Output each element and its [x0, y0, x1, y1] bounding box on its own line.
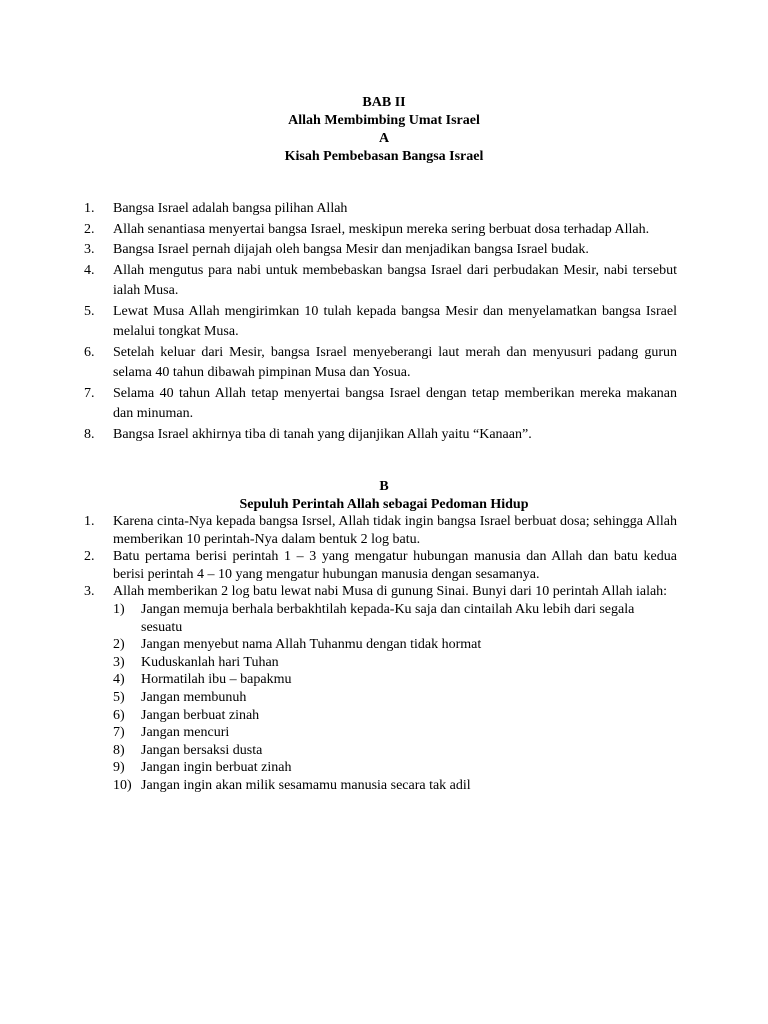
list-item	[84, 199, 677, 220]
commandment-number: 3)	[113, 654, 125, 670]
commandment-item	[113, 636, 677, 654]
list-item-number: 3.	[84, 242, 95, 257]
commandment-text: Jangan ingin akan milik sesamamu manusia secara tak adil	[141, 777, 471, 793]
commandment-number: 4)	[113, 672, 125, 688]
commandment-item	[113, 777, 677, 795]
commandment-text: Jangan memuja berhala berbakhtilah kepada-Ku saja dan cintailah Aku lebih dari segala sesuatu	[141, 601, 635, 635]
list-item	[84, 240, 677, 261]
commandment-text: Jangan bersaksi dusta	[141, 742, 263, 758]
commandment-item	[113, 742, 677, 760]
commandment-number: 5)	[113, 689, 125, 705]
list-item-text: Bangsa Israel akhirnya tiba di tanah yang dijanjikan Allah yaitu “Kanaan”.	[113, 426, 532, 442]
commandment-text: Jangan ingin berbuat zinah	[141, 760, 292, 776]
chapter-title: Allah Membimbing Umat Israel	[288, 113, 480, 128]
list-item-number: 1.	[84, 201, 95, 216]
section-b-list	[84, 513, 677, 795]
list-item-number: 6.	[84, 344, 95, 360]
chapter-heading: BAB II	[362, 95, 406, 110]
commandment-number: 1)	[113, 601, 125, 617]
section-a-title: Kisah Pembebasan Bangsa Israel	[284, 149, 484, 164]
commandment-number: 8)	[113, 742, 125, 758]
list-item	[84, 384, 677, 425]
section-a-list	[84, 199, 677, 445]
list-item-text: Batu pertama berisi perintah 1 – 3 yang mengatur hubungan manusia dan Allah dan batu kedua berisi perintah 4 – 10 yang mengatur hubungan manusia dengan sesamanya.	[113, 549, 677, 582]
commandment-item	[113, 671, 677, 689]
commandment-item	[113, 724, 677, 742]
list-item-number: 7.	[84, 385, 95, 401]
list-item-number: 8.	[84, 426, 95, 442]
commandment-item	[113, 759, 677, 777]
list-item-number: 2.	[84, 549, 95, 565]
section-b-letter: B	[379, 479, 389, 494]
list-item-text: Allah senantiasa menyertai bangsa Israel, meskipun mereka sering berbuat dosa terhadap Allah.	[113, 221, 650, 237]
list-item	[84, 220, 677, 241]
list-item	[84, 548, 677, 583]
list-item	[84, 513, 677, 548]
list-item-text: Selama 40 tahun Allah tetap menyertai bangsa Israel dengan tetap memberikan mereka makanan dan minuman.	[113, 385, 677, 421]
list-item-text: Allah mengutus para nabi untuk membebaskan bangsa Israel dari perbudakan Mesir, nabi tersebut ialah Musa.	[113, 262, 677, 298]
list-item	[84, 261, 677, 302]
list-item-number: 1.	[84, 514, 95, 529]
list-item	[84, 302, 677, 343]
commandment-item	[113, 707, 677, 725]
commandment-item	[113, 601, 677, 636]
commandment-item	[113, 689, 677, 707]
commandment-number: 7)	[113, 725, 125, 741]
commandment-number: 6)	[113, 707, 125, 723]
commandment-text: Jangan berbuat zinah	[141, 707, 260, 723]
list-item-number: 2.	[84, 221, 95, 237]
commandment-text: Kuduskanlah hari Tuhan	[141, 654, 279, 670]
section-a-letter: A	[378, 131, 390, 146]
commandment-number: 10)	[113, 777, 132, 793]
commandment-number: 9)	[113, 760, 125, 776]
commandment-text: Jangan mencuri	[141, 725, 230, 741]
commandment-text: Hormatilah ibu – bapakmu	[141, 672, 292, 688]
list-item-number: 5.	[84, 303, 95, 319]
list-item	[84, 343, 677, 384]
list-item-number: 3.	[84, 584, 95, 600]
list-item-text: Bangsa Israel pernah dijajah oleh bangsa Mesir dan menjadikan bangsa Israel budak.	[113, 242, 589, 257]
commandment-text: Jangan menyebut nama Allah Tuhanmu dengan tidak hormat	[141, 637, 482, 653]
list-item	[84, 583, 677, 794]
commandment-item	[113, 654, 677, 672]
list-item	[84, 425, 677, 446]
list-item-text: Karena cinta-Nya kepada bangsa Isrsel, Allah tidak ingin bangsa Israel berbuat dosa; sehingga Allah memberikan 10 perintah-Nya dalam bentuk 2 log batu.	[113, 514, 677, 547]
section-b-title: Sepuluh Perintah Allah sebagai Pedoman Hidup	[239, 497, 529, 512]
list-item-text: Setelah keluar dari Mesir, bangsa Israel menyeberangi laut merah dan menyusuri padang gurun selama 40 tahun dibawah pimpinan Musa dan Yosua.	[113, 344, 677, 380]
list-item-number: 4.	[84, 262, 95, 278]
commandments-list	[113, 601, 677, 795]
list-item-text: Allah memberikan 2 log batu lewat nabi Musa di gunung Sinai. Bunyi dari 10 perintah Allah ialah:	[113, 584, 668, 600]
list-item-text: Lewat Musa Allah mengirimkan 10 tulah kepada bangsa Mesir dan menyelamatkan bangsa Israel melalui tongkat Musa.	[113, 303, 677, 339]
commandment-number: 2)	[113, 637, 125, 653]
list-item-text: Bangsa Israel adalah bangsa pilihan Allah	[113, 201, 348, 216]
commandment-text: Jangan membunuh	[141, 689, 247, 705]
